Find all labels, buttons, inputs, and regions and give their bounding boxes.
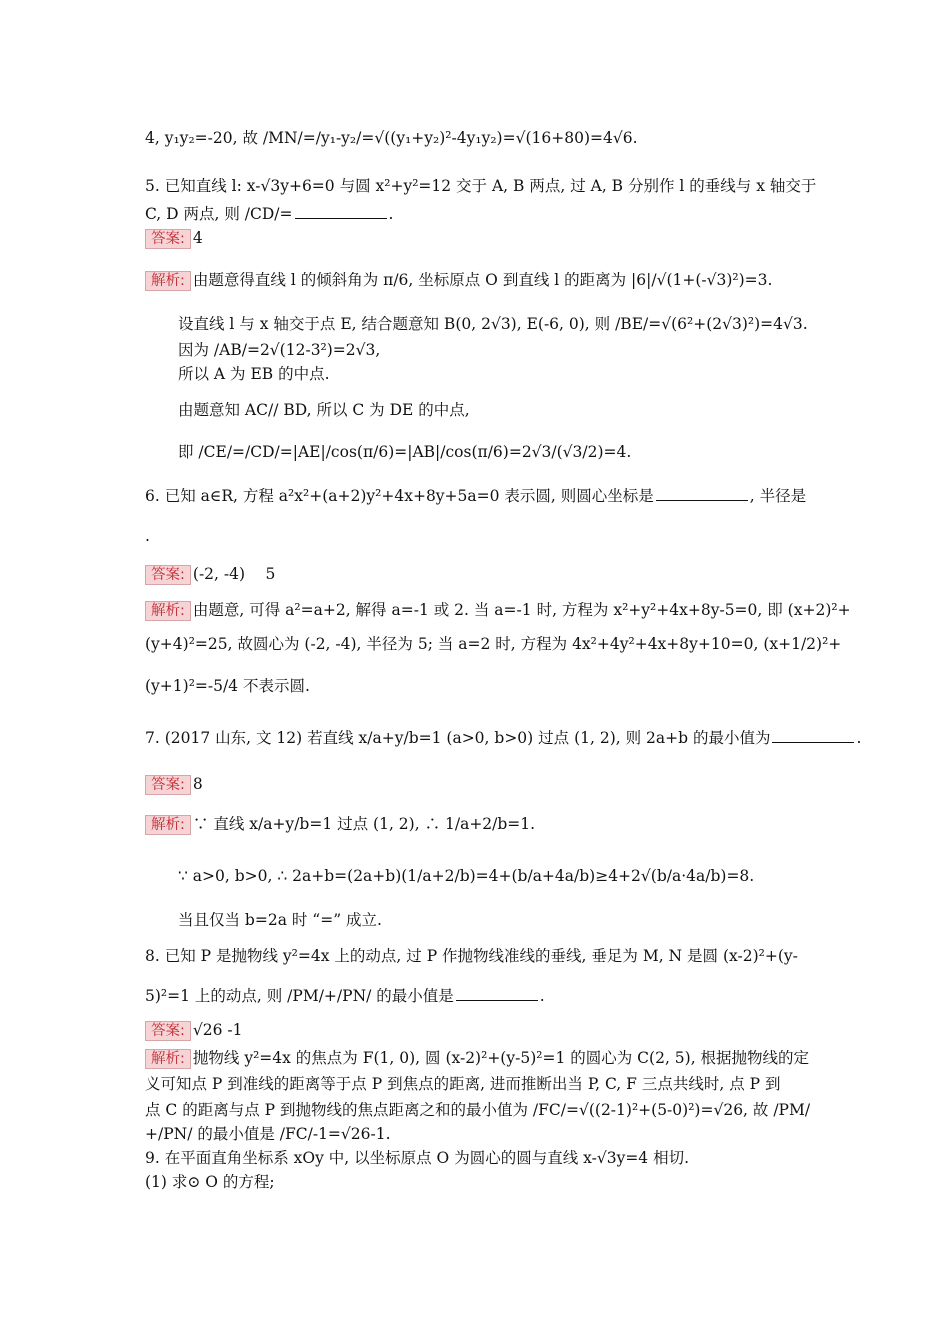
answer-blank [456, 986, 538, 1001]
question-7: 7. (2017 山东, 文 12) 若直线 x/a+y/b=1 (a>0, b>0) 过点 (1, 2), 则 2a+b 的最小值为 . [145, 729, 862, 747]
text-line: C, D 两点, 则 /CD/= . [145, 205, 394, 223]
analysis-tag: 解析: [145, 815, 191, 835]
text-line: 5)²=1 上的动点, 则 /PM/+/PN/ 的最小值是 . [145, 987, 545, 1005]
analysis-row: 解析: 由题意得直线 l 的倾斜角为 π/6, 坐标原点 O 到直线 l 的距离为 |6|/√(1+(-√3)²)=3. [145, 270, 772, 291]
answer-row: 答案: (-2, -4) 5 [145, 564, 275, 585]
answer-tag: 答案: [145, 1021, 191, 1041]
question-6: 6. 已知 a∈R, 方程 a²x²+(a+2)y²+4x+8y+5a=0 表示圆, 则圆心坐标是 , 半径是 [145, 487, 807, 505]
text-line: +/PN/ 的最小值是 /FC/-1=√26-1. [145, 1125, 391, 1143]
answer-row: 答案: 4 [145, 228, 203, 249]
analysis-row: 解析: ∵ 直线 x/a+y/b=1 过点 (1, 2), ∴ 1/a+2/b=1. [145, 814, 535, 835]
text-line: ∵ a>0, b>0, ∴ 2a+b=(2a+b)(1/a+2/b)=4+(b/a+4a/b)≥4+2√(b/a·4a/b)=8. [178, 867, 755, 885]
text-line: . [145, 527, 150, 545]
question-9: 9. 在平面直角坐标系 xOy 中, 以坐标原点 O 为圆心的圆与直线 x-√3y=4 相切. [145, 1149, 690, 1167]
answer-blank [295, 204, 387, 219]
answer-blank [772, 728, 854, 743]
text-line: 由题意知 AC// BD, 所以 C 为 DE 的中点, [178, 401, 470, 419]
text-line: 点 C 的距离与点 P 到抛物线的焦点距离之和的最小值为 /FC/=√((2-1)²+(5-0)²)=√26, 故 /PM/ [145, 1101, 811, 1119]
text-line: (1) 求⊙ O 的方程; [145, 1173, 275, 1191]
answer-tag: 答案: [145, 565, 191, 585]
text-line: (y+1)²=-5/4 不表示圆. [145, 677, 310, 695]
analysis-tag: 解析: [145, 1049, 191, 1069]
answer-row: 答案: 8 [145, 774, 203, 795]
analysis-row: 解析: 抛物线 y²=4x 的焦点为 F(1, 0), 圆 (x-2)²+(y-5)²=1 的圆心为 C(2, 5), 根据抛物线的定 [145, 1048, 809, 1069]
text-line: 义可知点 P 到准线的距离等于点 P 到焦点的距离, 进而推断出当 P, C, F 三点共线时, 点 P 到 [145, 1075, 781, 1093]
analysis-tag: 解析: [145, 271, 191, 291]
question-8: 8. 已知 P 是抛物线 y²=4x 上的动点, 过 P 作抛物线准线的垂线, 垂足为 M, N 是圆 (x-2)²+(y- [145, 947, 798, 965]
answer-tag: 答案: [145, 775, 191, 795]
text-line: 因为 /AB/=2√(12-3²)=2√3, [178, 341, 381, 359]
answer-row: 答案: √26 -1 [145, 1020, 243, 1041]
answer-blank [656, 486, 748, 501]
question-5: 5. 已知直线 l: x-√3y+6=0 与圆 x²+y²=12 交于 A, B 两点, 过 A, B 分别作 l 的垂线与 x 轴交于 [145, 177, 817, 195]
answer-tag: 答案: [145, 229, 191, 249]
text-line: 设直线 l 与 x 轴交于点 E, 结合题意知 B(0, 2√3), E(-6, 0), 则 /BE/=√(6²+(2√3)²)=4√3. [178, 315, 808, 333]
text-line: (y+4)²=25, 故圆心为 (-2, -4), 半径为 5; 当 a=2 时, 方程为 4x²+4y²+4x+8y+10=0, (x+1/2)²+ [145, 635, 842, 653]
text-line: 即 /CE/=/CD/=|AE|/cos(π/6)=|AB|/cos(π/6)=2√3/(√3/2)=4. [178, 443, 632, 461]
text-line: 当且仅当 b=2a 时 “=” 成立. [178, 911, 382, 929]
text-line: 所以 A 为 EB 的中点. [178, 365, 330, 383]
text-line: 4, y₁y₂=-20, 故 /MN/=/y₁-y₂/=√((y₁+y₂)²-4y₁y₂)=√(16+80)=4√6. [145, 129, 638, 147]
analysis-tag: 解析: [145, 601, 191, 621]
analysis-row: 解析: 由题意, 可得 a²=a+2, 解得 a=-1 或 2. 当 a=-1 时, 方程为 x²+y²+4x+8y-5=0, 即 (x+2)²+ [145, 600, 851, 621]
